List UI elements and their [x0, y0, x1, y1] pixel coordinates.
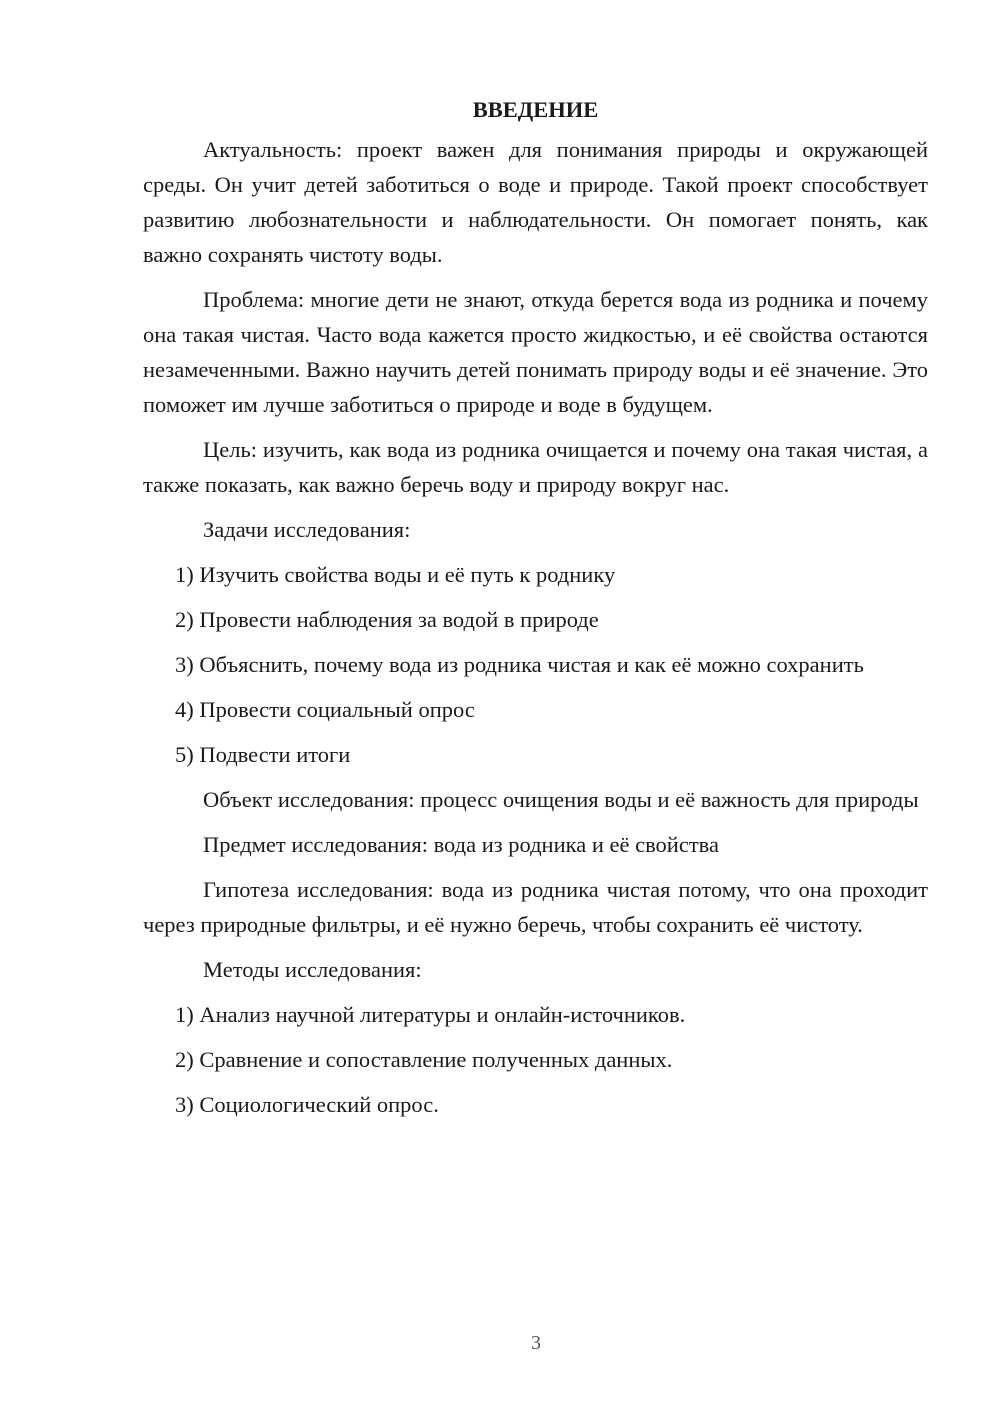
task-item: 2) Провести наблюдения за водой в природе	[175, 607, 599, 632]
hypothesis-paragraph: Гипотеза исследования: вода из родника чистая потому, что она проходит через природные фильтры, и её нужно беречь, чтобы сохранить её чистоту.	[143, 877, 928, 937]
method-item: 1) Анализ научной литературы и онлайн-источников.	[175, 1002, 686, 1027]
methods-heading: Методы исследования:	[203, 957, 422, 982]
document-page	[143, 92, 928, 1132]
task-item: 4) Провести социальный опрос	[175, 697, 475, 722]
problem-paragraph: Проблема: многие дети не знают, откуда берется вода из родника и почему она такая чистая. Часто вода кажется просто жидкостью, и её свойства остаются незамеченными. Важно научить детей понимать природу воды и её значение. Это поможет им лучше заботиться о природе и воде в будущем.	[143, 287, 928, 417]
task-item: 1) Изучить свойства воды и её путь к роднику	[175, 562, 616, 587]
task-item: 3) Объяснить, почему вода из родника чистая и как её можно сохранить	[175, 652, 864, 677]
subject-paragraph: Предмет исследования: вода из родника и её свойства	[203, 832, 719, 857]
task-item: 5) Подвести итоги	[175, 742, 351, 767]
method-item: 3) Социологический опрос.	[175, 1092, 439, 1117]
object-paragraph: Объект исследования: процесс очищения воды и её важность для природы	[203, 787, 919, 812]
page-title: ВВЕДЕНИЕ	[472, 97, 599, 122]
method-item: 2) Сравнение и сопоставление полученных данных.	[175, 1047, 673, 1072]
page-number: 3	[531, 1332, 541, 1354]
tasks-heading: Задачи исследования:	[203, 517, 411, 542]
goal-paragraph: Цель: изучить, как вода из родника очищается и почему она такая чистая, а также показать, как важно беречь воду и природу вокруг нас.	[143, 437, 928, 497]
relevance-paragraph: Актуальность: проект важен для понимания природы и окружающей среды. Он учит детей заботиться о воде и природе. Такой проект способствует развитию любознательности и наблюдательности. Он помогает понять, как важно сохранять чистоту воды.	[143, 137, 928, 267]
